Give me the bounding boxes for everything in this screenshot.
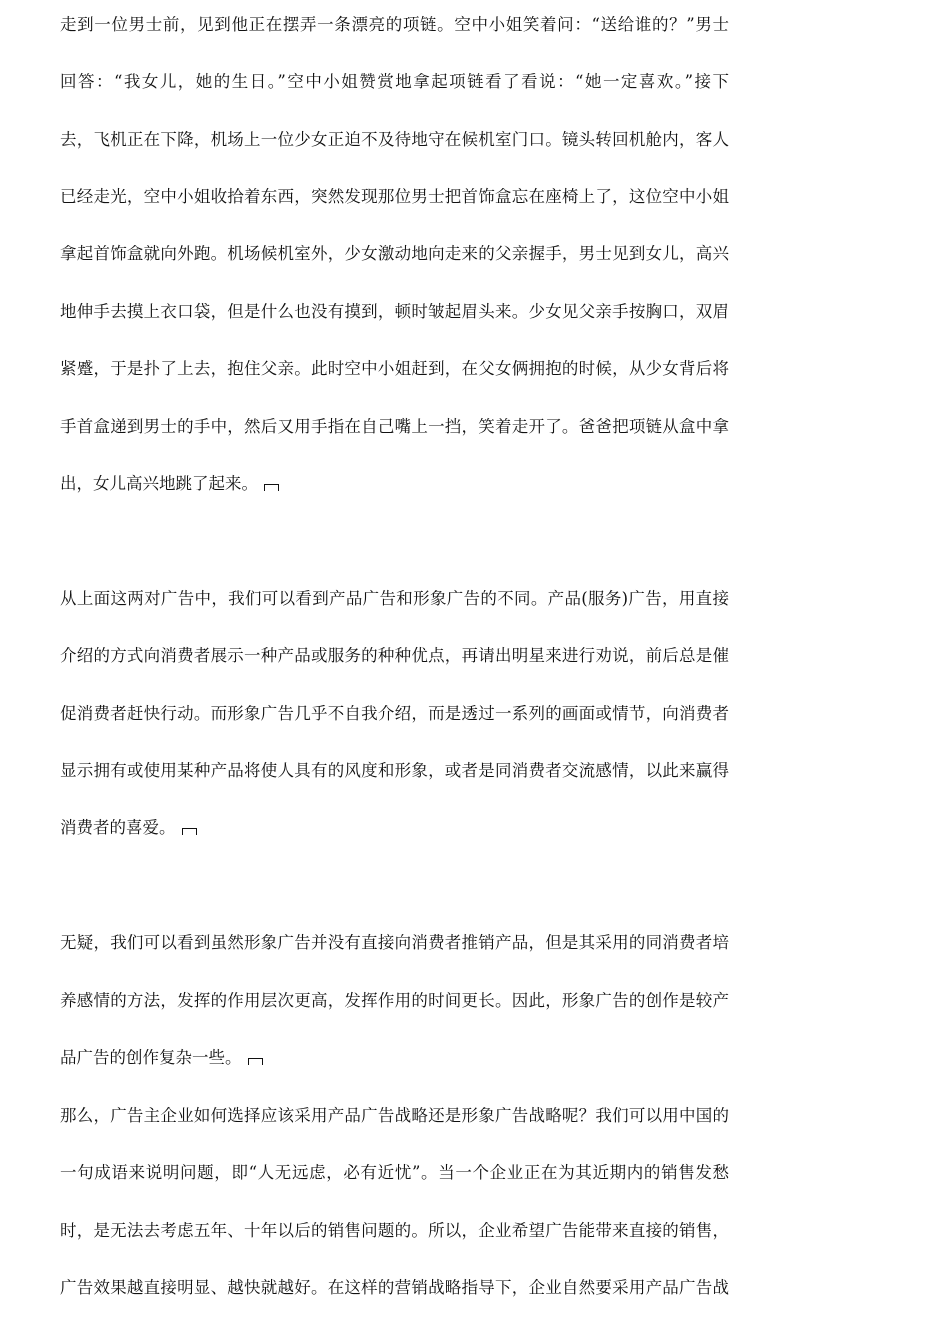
text-line: 拿起首饰盒就向外跑。机场候机室外，少女激动地向走来的父亲握手，男士见到女儿，高兴 xyxy=(60,244,729,263)
text-line: 无疑，我们可以看到虽然形象广告并没有直接向消费者推销产品，但是其采用的同消费者培 xyxy=(60,933,729,952)
text-line-content: 消费者的喜爱。 xyxy=(60,818,176,837)
text-line: 那么，广告主企业如何选择应该采用产品广告战略还是形象广告战略呢？我们可以用中国的 xyxy=(60,1106,729,1125)
text-line: 回答：“我女儿，她的生日。”空中小姐赞赏地拿起项链看了看说：“她一定喜欢。”接下 xyxy=(60,72,729,91)
text-line-last xyxy=(60,817,729,839)
text-line: 去，飞机正在下降，机场上一位少女正迫不及待地守在候机室门口。镜头转回机舱内，客人 xyxy=(60,130,729,149)
text-line: 养感情的方法，发挥的作用层次更高，发挥作用的时间更长。因此，形象广告的创作是较产 xyxy=(60,991,729,1010)
paragraph-mark-icon xyxy=(248,1058,263,1065)
text-line: 地伸手去摸上衣口袋，但是什么也没有摸到，顿时皱起眉头来。少女见父亲手按胸口，双眉 xyxy=(60,302,729,321)
text-line: 从上面这两对广告中，我们可以看到产品广告和形象广告的不同。产品(服务)广告，用直接 xyxy=(60,589,729,608)
text-line: 显示拥有或使用某种产品将使人具有的风度和形象，或者是同消费者交流感情，以此来赢得 xyxy=(60,761,729,780)
paragraph-mark-icon xyxy=(264,484,279,491)
text-line: 介绍的方式向消费者展示一种产品或服务的种种优点，再请出明星来进行劝说，前后总是催 xyxy=(60,646,729,665)
text-line-content: 出，女儿高兴地跳了起来。 xyxy=(60,474,258,493)
text-line-content: 品广告的创作复杂一些。 xyxy=(60,1048,242,1067)
text-line: 一句成语来说明问题，即“人无远虑，必有近忧”。当一个企业正在为其近期内的销售发愁 xyxy=(60,1163,729,1182)
text-line: 紧蹙，于是扑了上去，抱住父亲。此时空中小姐赶到，在父女俩拥抱的时候，从少女背后将 xyxy=(60,359,729,378)
text-line: 促消费者赶快行动。而形象广告几乎不自我介绍，而是透过一系列的画面或情节，向消费者 xyxy=(60,704,729,723)
text-line-last xyxy=(60,473,729,495)
text-line: 已经走光，空中小姐收拾着东西，突然发现那位男士把首饰盒忘在座椅上了，这位空中小姐 xyxy=(60,187,729,206)
text-line: 走到一位男士前，见到他正在摆弄一条漂亮的项链。空中小姐笑着问：“送给谁的？”男士 xyxy=(60,15,729,34)
text-line: 时，是无法去考虑五年、十年以后的销售问题的。所以，企业希望广告能带来直接的销售， xyxy=(60,1221,729,1240)
text-line: 广告效果越直接明显、越快就越好。在这样的营销战略指导下，企业自然要采用产品广告战 xyxy=(60,1278,729,1297)
text-line: 手首盒递到男士的手中，然后又用手指在自己嘴上一挡，笑着走开了。爸爸把项链从盒中拿 xyxy=(60,417,729,436)
text-line-last xyxy=(60,1047,729,1069)
paragraph-mark-icon xyxy=(182,828,197,835)
